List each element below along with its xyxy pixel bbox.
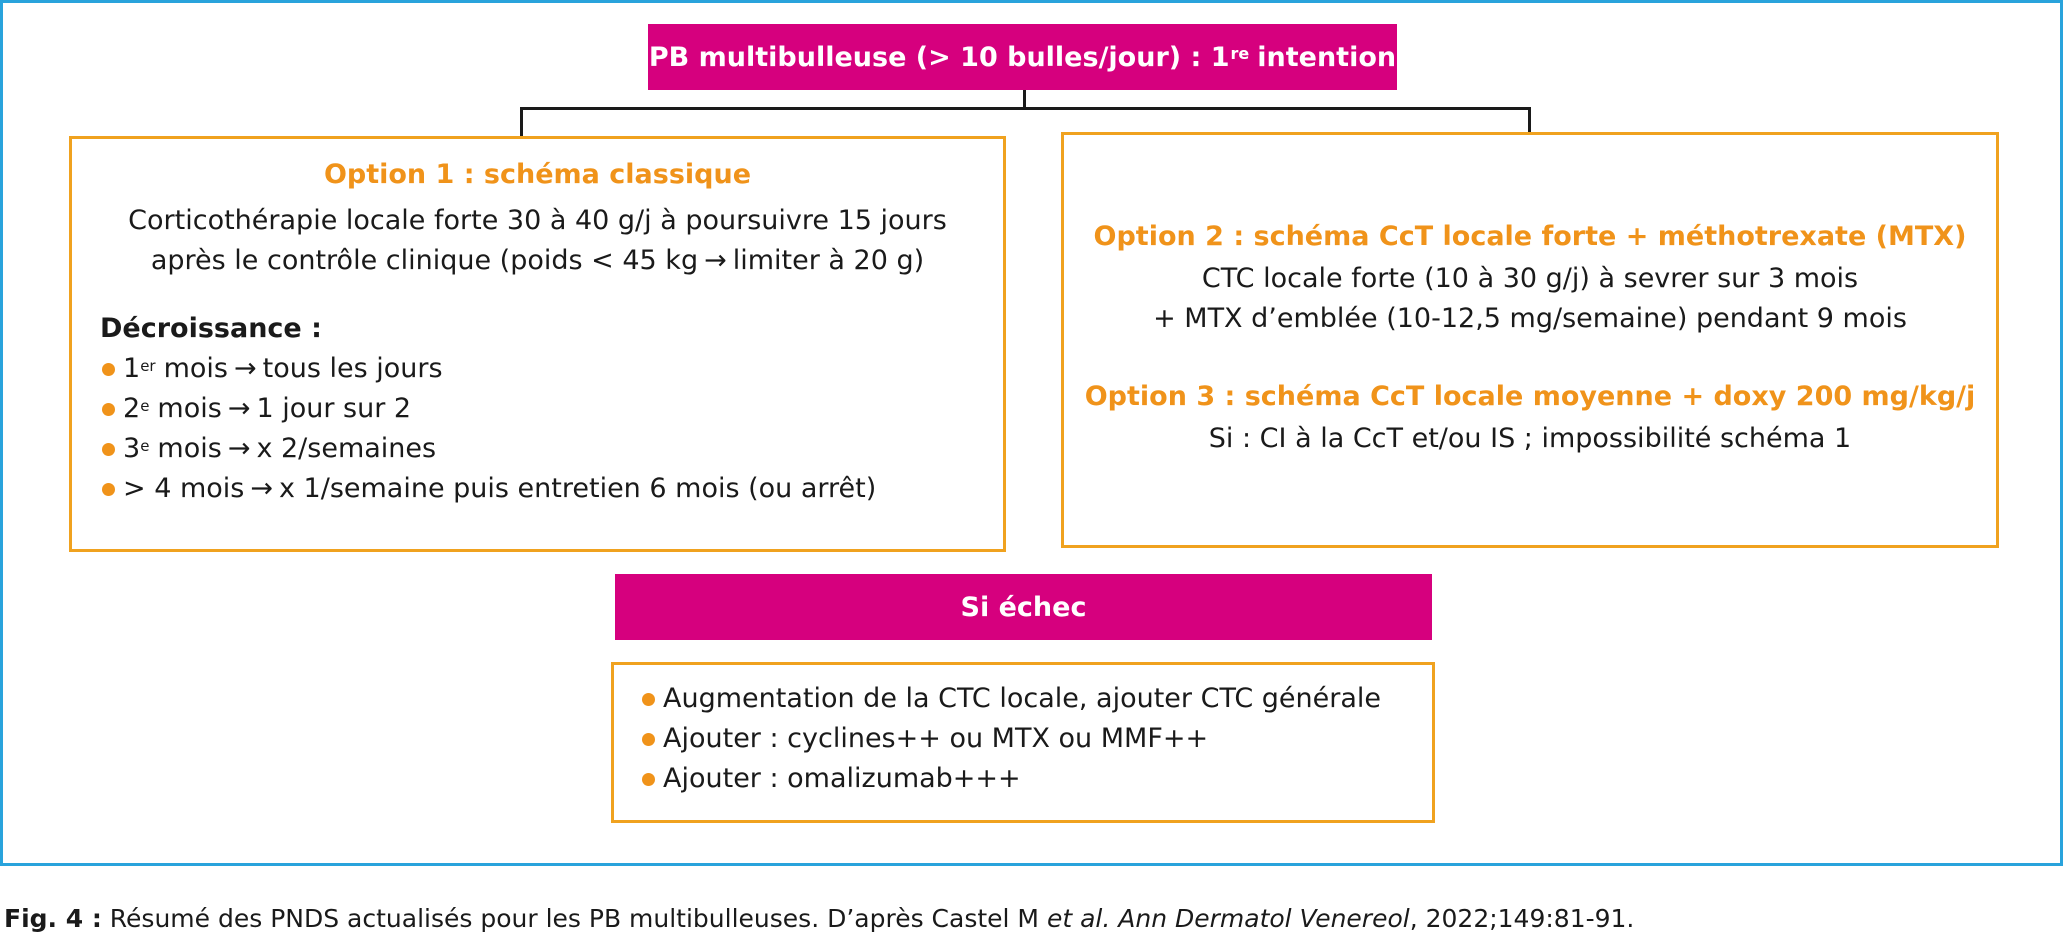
step-result: 1 jour sur 2 — [256, 393, 412, 424]
echec-items-box — [611, 662, 1435, 823]
option2-line1: CTC locale forte (10 à 30 g/j) à sevrer sur 3 mois — [1201, 263, 1859, 294]
echec-item-text: Augmentation de la CTC locale, ajouter CTC générale — [663, 683, 1382, 714]
list-item — [102, 429, 876, 469]
step-result: x 2/semaines — [256, 433, 437, 464]
connector-right-drop — [1528, 107, 1531, 134]
caption-label: Fig. 4 : — [4, 904, 102, 933]
option1-line2-after: limiter à 20 g) — [732, 245, 925, 276]
option1-box — [69, 136, 1006, 552]
step-num: 3 — [123, 433, 141, 464]
list-item — [102, 469, 876, 509]
bullet-icon — [642, 773, 655, 786]
option1-line1: Corticothérapie locale forte 30 à 40 g/j à poursuivre 15 jours — [128, 205, 947, 236]
step-num: 1 — [123, 353, 141, 384]
list-item — [642, 759, 1381, 799]
step-sup: e — [140, 397, 150, 415]
bullet-icon — [642, 693, 655, 706]
bullet-icon — [102, 483, 115, 496]
echec-header-text: Si échec — [960, 591, 1087, 623]
step-num: > 4 mois — [123, 473, 245, 504]
option2-3-box — [1061, 132, 1999, 548]
step-label: mois — [157, 393, 222, 424]
list-item — [102, 349, 876, 389]
top-header-text-after: intention — [1257, 41, 1397, 73]
arrow-icon: → — [250, 473, 273, 504]
echec-item-text: Ajouter : omalizumab+++ — [663, 763, 1021, 794]
option2-line2: + MTX d’emblée (10-12,5 mg/semaine) pendant 9 mois — [1153, 303, 1907, 334]
option2-title: Option 2 : schéma CcT locale forte + méthotrexate (MTX) — [1093, 221, 1967, 252]
decroissance-list — [102, 349, 876, 509]
list-item — [642, 679, 1381, 719]
arrow-icon: → — [233, 353, 257, 384]
step-result: x 1/semaine puis entretien 6 mois (ou arrêt) — [278, 473, 877, 504]
arrow-icon: → — [704, 245, 727, 276]
decroissance-label: Décroissance : — [100, 313, 322, 344]
step-sup: er — [140, 357, 156, 375]
option1-line2 — [72, 241, 1003, 281]
step-result: tous les jours — [262, 353, 443, 384]
bullet-icon — [642, 733, 655, 746]
bullet-icon — [102, 363, 115, 376]
step-label: mois — [163, 353, 228, 384]
bullet-icon — [102, 443, 115, 456]
caption-italic: et al. Ann Dermatol Venereol — [1046, 904, 1410, 933]
echec-header-box — [615, 574, 1432, 640]
option3-line1: Si : CI à la CcT et/ou IS ; impossibilité schéma 1 — [1208, 423, 1852, 454]
connector-left-drop — [520, 107, 523, 137]
echec-list — [642, 679, 1381, 799]
step-sup: e — [140, 437, 150, 455]
arrow-icon: → — [227, 433, 251, 464]
option1-title: Option 1 : schéma classique — [323, 159, 752, 190]
option3-title: Option 3 : schéma CcT locale moyenne + doxy 200 mg/kg/j — [1084, 381, 1976, 412]
list-item — [102, 389, 876, 429]
option1-line2-before: après le contrôle clinique (poids < 45 kg — [150, 245, 699, 276]
caption-text-after: , 2022;149:81-91. — [1409, 904, 1635, 933]
top-header-sup: re — [1230, 43, 1250, 63]
figure-caption — [4, 904, 1634, 933]
step-num: 2 — [123, 393, 141, 424]
arrow-icon: → — [227, 393, 251, 424]
top-header-text: PB multibulleuse (> 10 bulles/jour) : 1 — [648, 41, 1230, 73]
step-label: mois — [157, 433, 222, 464]
caption-text-before: Résumé des PNDS actualisés pour les PB multibulleuses. D’après Castel M — [101, 904, 1047, 933]
top-header-box — [648, 24, 1397, 90]
echec-item-text: Ajouter : cyclines++ ou MTX ou MMF++ — [663, 723, 1209, 754]
bullet-icon — [102, 403, 115, 416]
list-item — [642, 719, 1381, 759]
connector-horizontal — [520, 107, 1531, 110]
